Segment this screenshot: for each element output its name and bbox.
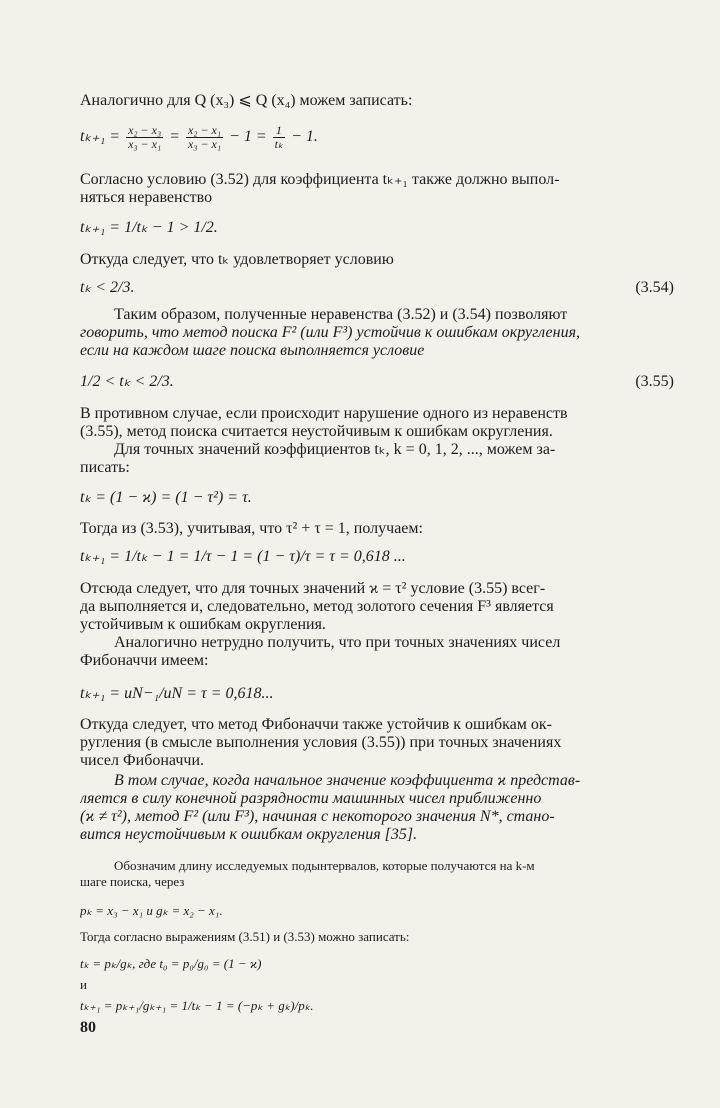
text-line: устойчивым к ошибкам округления. (80, 616, 326, 633)
text-line: писать: (80, 459, 130, 476)
text-line-small: шаге поиска, через (80, 874, 185, 889)
text-line: Аналогично нетрудно получить, что при точных значениях чисел (114, 634, 561, 651)
text-line: Откуда следует, что метод Фибоначчи также устойчив к ошибкам ок- (80, 716, 552, 733)
text-line: ругления (в смысле выполнения условия (3.55)) при точных значениях (80, 734, 562, 751)
text-line: (3.55), метод поиска считается неустойчивым к ошибкам округления. (80, 423, 553, 440)
text-line: если на каждом шаге поиска выполняется условие (80, 342, 425, 359)
text-line: Откуда следует, что tₖ удовлетворяет условию (80, 251, 394, 268)
equation: tₖ < 2/3. (80, 279, 135, 296)
text-line: Аналогично для Q (x₃) ⩽ Q (x₄) можем записать: (80, 92, 413, 109)
text-line-small: Тогда согласно выражениям (3.51) и (3.53) можно записать: (80, 929, 410, 944)
equation-number: (3.54) (635, 279, 674, 296)
eq-lhs: tₖ₊₁ = (80, 128, 121, 145)
equation-small: tₖ = pₖ/gₖ, где t₀ = p₀/g₀ = (1 − ϰ) (80, 956, 262, 971)
fraction-2: $\frac{\text{x₂ − x₁}}{\text{x₃ − x₁}}$ (187, 122, 222, 151)
text-line: Тогда из (3.53), учитывая, что τ² + τ = 1, получаем: (80, 520, 423, 537)
text-line-small: Обозначим длину исследуемых подынтервалов, которые получаются на k-м (114, 858, 535, 873)
text-line: говорить, что метод поиска F² (или F³) устойчив к ошибкам округления, (80, 324, 580, 341)
text-line: Согласно условию (3.52) для коэффициента tₖ₊₁ также должно выпол- (80, 171, 560, 188)
text-line: В том случае, когда начальное значение коэффициента ϰ представ- (114, 772, 581, 789)
equation-number: (3.55) (635, 373, 674, 390)
text-line: да выполняется и, следовательно, метод золотого сечения F³ является (80, 598, 554, 615)
equation: tₖ₊₁ = 1/tₖ − 1 = 1/τ − 1 = (1 − τ)/τ = τ = 0,618 ... (80, 548, 406, 565)
equation: tₖ = (1 − ϰ) = (1 − τ²) = τ. (80, 489, 252, 506)
text-line: Для точных значений коэффициентов tₖ, k = 0, 1, 2, ..., можем за- (114, 441, 556, 458)
equation: tₖ₊₁ = uN−₁/uN = τ = 0,618... (80, 685, 274, 702)
fraction-1: $\frac{\text{x₂ − x₃}}{\text{x₃ − x₁}}$ (128, 122, 162, 151)
page-number: 80 (80, 1019, 96, 1036)
equation: 1/2 < tₖ < 2/3. (80, 373, 174, 390)
text-line: В противном случае, если происходит нарушение одного из неравенств (80, 405, 568, 422)
text-line: няться неравенство (80, 189, 213, 206)
text-line: чисел Фибоначчи. (80, 752, 205, 769)
text-line: Фибоначчи имеем: (80, 652, 209, 669)
equation-small: tₖ₊₁ = pₖ₊₁/gₖ₊₁ = 1/tₖ − 1 = (−pₖ + gₖ)/pₖ. (80, 998, 314, 1013)
fraction-3: $\frac{1}{\text{tₖ}}$ (274, 122, 284, 151)
text-line: (ϰ ≠ τ²), метод F² (или F³), начиная с некоторого значения N*, стано- (80, 808, 555, 825)
equation-t-k1: tₖ₊₁ = $\frac{\text{x₂ − x₃}}{\text{x₃ − x₁}}$ = $\frac{\text{x₂ − x₁}}{\text{x₃ − x₁}}$ − 1 = $\frac{1}{\text{tₖ}}$ − 1. (80, 122, 318, 151)
equation: tₖ₊₁ = 1/tₖ − 1 > 1/2. (80, 219, 218, 236)
text-line: ляется в силу конечной разрядности машинных чисел приближенно (80, 790, 542, 807)
equation-small: pₖ = x₃ − x₁ и gₖ = x₂ − x₁. (80, 903, 223, 918)
text-line: Отсюда следует, что для точных значений ϰ = τ² условие (3.55) всег- (80, 580, 546, 597)
text-line: Таким образом, полученные неравенства (3.52) и (3.54) позволяют (114, 306, 568, 323)
text-line-small: и (80, 977, 87, 992)
text-line: вится неустойчивым к ошибкам округления [35]. (80, 826, 418, 843)
